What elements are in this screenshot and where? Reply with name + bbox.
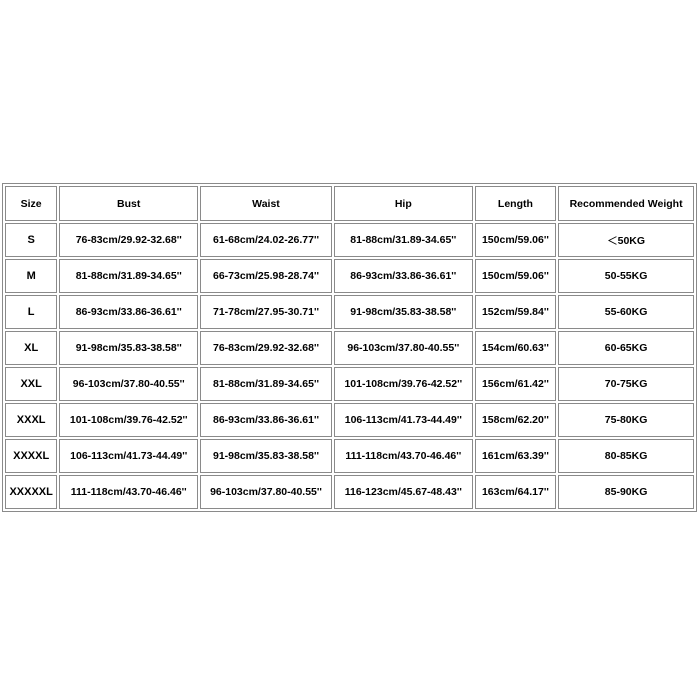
table-row <box>5 367 694 401</box>
cell-bust: 111-118cm/43.70-46.46'' <box>59 475 198 509</box>
cell-size: M <box>5 259 57 293</box>
header-waist: Waist <box>200 186 332 221</box>
cell-hip: 116-123cm/45.67-48.43'' <box>334 475 473 509</box>
cell-hip: 106-113cm/41.73-44.49'' <box>334 403 473 437</box>
cell-size: L <box>5 295 57 329</box>
cell-recommended-weight: ＜50KG <box>558 223 694 257</box>
cell-waist: 81-88cm/31.89-34.65'' <box>200 367 332 401</box>
cell-waist: 66-73cm/25.98-28.74'' <box>200 259 332 293</box>
cell-hip: 101-108cm/39.76-42.52'' <box>334 367 473 401</box>
cell-length: 158cm/62.20'' <box>475 403 556 437</box>
cell-length: 152cm/59.84'' <box>475 295 556 329</box>
cell-bust: 81-88cm/31.89-34.65'' <box>59 259 198 293</box>
table-header <box>5 186 694 221</box>
table-body <box>5 223 694 509</box>
cell-length: 154cm/60.63'' <box>475 331 556 365</box>
cell-recommended-weight: 60-65KG <box>558 331 694 365</box>
header-bust: Bust <box>59 186 198 221</box>
cell-recommended-weight: 50-55KG <box>558 259 694 293</box>
cell-bust: 91-98cm/35.83-38.58'' <box>59 331 198 365</box>
cell-length: 156cm/61.42'' <box>475 367 556 401</box>
table-row <box>5 331 694 365</box>
header-recommended-weight: Recommended Weight <box>558 186 694 221</box>
size-chart-table <box>2 183 697 512</box>
table-row <box>5 295 694 329</box>
cell-recommended-weight: 55-60KG <box>558 295 694 329</box>
cell-hip: 111-118cm/43.70-46.46'' <box>334 439 473 473</box>
table-row <box>5 403 694 437</box>
cell-size: XL <box>5 331 57 365</box>
table-row <box>5 439 694 473</box>
cell-size: XXXXXL <box>5 475 57 509</box>
cell-recommended-weight: 85-90KG <box>558 475 694 509</box>
cell-length: 161cm/63.39'' <box>475 439 556 473</box>
cell-waist: 61-68cm/24.02-26.77'' <box>200 223 332 257</box>
table-row <box>5 223 694 257</box>
cell-waist: 91-98cm/35.83-38.58'' <box>200 439 332 473</box>
cell-bust: 101-108cm/39.76-42.52'' <box>59 403 198 437</box>
cell-bust: 76-83cm/29.92-32.68'' <box>59 223 198 257</box>
cell-hip: 91-98cm/35.83-38.58'' <box>334 295 473 329</box>
header-row <box>5 186 694 221</box>
cell-hip: 86-93cm/33.86-36.61'' <box>334 259 473 293</box>
cell-waist: 71-78cm/27.95-30.71'' <box>200 295 332 329</box>
table-row <box>5 259 694 293</box>
cell-length: 163cm/64.17'' <box>475 475 556 509</box>
cell-hip: 96-103cm/37.80-40.55'' <box>334 331 473 365</box>
header-hip: Hip <box>334 186 473 221</box>
cell-bust: 96-103cm/37.80-40.55'' <box>59 367 198 401</box>
cell-length: 150cm/59.06'' <box>475 223 556 257</box>
cell-bust: 106-113cm/41.73-44.49'' <box>59 439 198 473</box>
cell-recommended-weight: 75-80KG <box>558 403 694 437</box>
header-size: Size <box>5 186 57 221</box>
cell-recommended-weight: 70-75KG <box>558 367 694 401</box>
header-length: Length <box>475 186 556 221</box>
cell-recommended-weight: 80-85KG <box>558 439 694 473</box>
cell-size: XXXXL <box>5 439 57 473</box>
cell-bust: 86-93cm/33.86-36.61'' <box>59 295 198 329</box>
cell-size: XXL <box>5 367 57 401</box>
cell-length: 150cm/59.06'' <box>475 259 556 293</box>
cell-hip: 81-88cm/31.89-34.65'' <box>334 223 473 257</box>
cell-size: XXXL <box>5 403 57 437</box>
cell-waist: 96-103cm/37.80-40.55'' <box>200 475 332 509</box>
cell-waist: 86-93cm/33.86-36.61'' <box>200 403 332 437</box>
table-row <box>5 475 694 509</box>
cell-size: S <box>5 223 57 257</box>
cell-waist: 76-83cm/29.92-32.68'' <box>200 331 332 365</box>
